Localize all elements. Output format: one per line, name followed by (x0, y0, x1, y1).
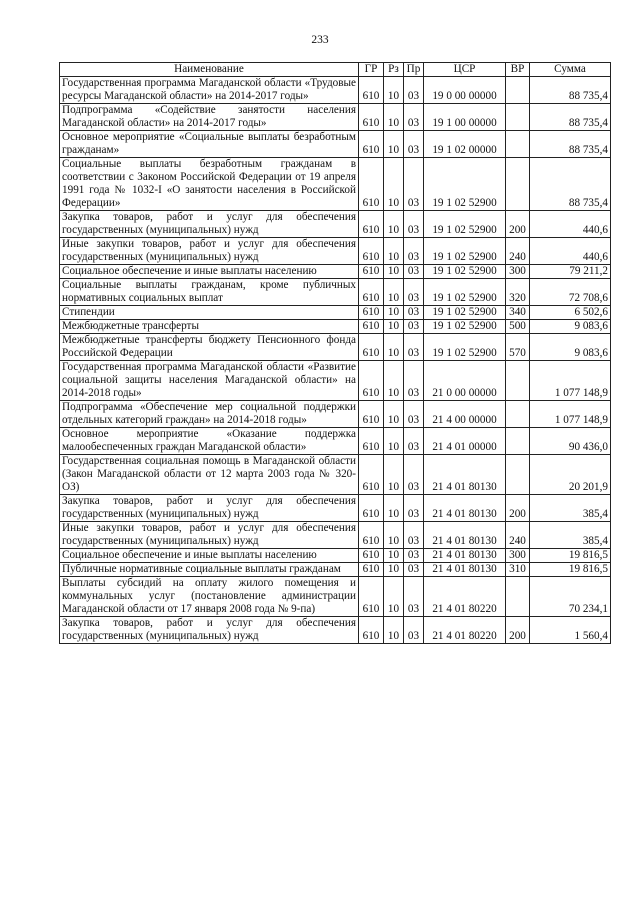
cell-sum: 9 083,6 (530, 320, 611, 334)
table-row (60, 104, 611, 131)
cell-pr: 03 (404, 77, 424, 104)
cell-pr: 03 (404, 563, 424, 577)
cell-gr: 610 (359, 306, 384, 320)
table-row (60, 401, 611, 428)
cell-rz: 10 (384, 306, 404, 320)
cell-pr: 03 (404, 361, 424, 401)
header-gr: ГР (359, 63, 384, 77)
cell-pr: 03 (404, 401, 424, 428)
cell-gr: 610 (359, 401, 384, 428)
cell-vr (506, 104, 530, 131)
cell-sum: 440,6 (530, 238, 611, 265)
cell-sum: 385,4 (530, 495, 611, 522)
cell-gr: 610 (359, 131, 384, 158)
cell-pr: 03 (404, 158, 424, 211)
cell-name: Иные закупки товаров, работ и услуг для обеспечения государственных (муниципальных) нужд (60, 522, 359, 549)
cell-rz: 10 (384, 361, 404, 401)
cell-rz: 10 (384, 77, 404, 104)
cell-csr: 19 1 02 52900 (424, 320, 506, 334)
table-row (60, 563, 611, 577)
cell-pr: 03 (404, 306, 424, 320)
cell-vr: 240 (506, 238, 530, 265)
cell-rz: 10 (384, 320, 404, 334)
cell-gr: 610 (359, 334, 384, 361)
cell-name: Государственная программа Магаданской области «Трудовые ресурсы Магаданской области» на 2014-2017 годы» (60, 77, 359, 104)
cell-rz: 10 (384, 428, 404, 455)
cell-name: Основное мероприятие «Социальные выплаты безработным гражданам» (60, 131, 359, 158)
cell-rz: 10 (384, 334, 404, 361)
cell-gr: 610 (359, 265, 384, 279)
cell-gr: 610 (359, 495, 384, 522)
cell-gr: 610 (359, 238, 384, 265)
cell-gr: 610 (359, 320, 384, 334)
cell-sum: 19 816,5 (530, 563, 611, 577)
cell-gr: 610 (359, 279, 384, 306)
cell-name: Основное мероприятие «Оказание поддержка малообеспеченных граждан Магаданской области» (60, 428, 359, 455)
cell-rz: 10 (384, 211, 404, 238)
cell-pr: 03 (404, 265, 424, 279)
cell-csr: 19 1 02 52900 (424, 279, 506, 306)
cell-gr: 610 (359, 104, 384, 131)
table-row (60, 495, 611, 522)
cell-gr: 610 (359, 77, 384, 104)
cell-vr: 320 (506, 279, 530, 306)
cell-rz: 10 (384, 279, 404, 306)
cell-name: Социальное обеспечение и иные выплаты населению (60, 265, 359, 279)
cell-csr: 21 4 01 80220 (424, 577, 506, 617)
cell-rz: 10 (384, 549, 404, 563)
cell-sum: 88 735,4 (530, 158, 611, 211)
table-row (60, 617, 611, 644)
cell-vr: 200 (506, 495, 530, 522)
cell-vr (506, 455, 530, 495)
budget-table (59, 62, 611, 644)
cell-csr: 19 1 02 52900 (424, 238, 506, 265)
cell-name: Межбюджетные трансферты (60, 320, 359, 334)
cell-name: Социальные выплаты гражданам, кроме публичных нормативных социальных выплат (60, 279, 359, 306)
cell-name: Выплаты субсидий на оплату жилого помещения и коммунальных услуг (постановление администрации Магаданской области от 17 января 2008 года № 9-па) (60, 577, 359, 617)
cell-gr: 610 (359, 428, 384, 455)
cell-csr: 19 1 02 52900 (424, 334, 506, 361)
cell-rz: 10 (384, 455, 404, 495)
cell-sum: 79 211,2 (530, 265, 611, 279)
cell-vr: 340 (506, 306, 530, 320)
table-row (60, 158, 611, 211)
cell-gr: 610 (359, 617, 384, 644)
cell-csr: 21 4 01 80130 (424, 455, 506, 495)
table-row (60, 334, 611, 361)
cell-vr: 300 (506, 549, 530, 563)
header-pr: Пр (404, 63, 424, 77)
cell-sum: 9 083,6 (530, 334, 611, 361)
cell-csr: 19 1 02 52900 (424, 306, 506, 320)
table-row (60, 211, 611, 238)
cell-pr: 03 (404, 495, 424, 522)
cell-pr: 03 (404, 131, 424, 158)
cell-vr (506, 131, 530, 158)
cell-vr: 300 (506, 265, 530, 279)
cell-vr: 500 (506, 320, 530, 334)
cell-pr: 03 (404, 238, 424, 265)
header-sum: Сумма (530, 63, 611, 77)
cell-pr: 03 (404, 455, 424, 495)
cell-rz: 10 (384, 131, 404, 158)
cell-vr: 200 (506, 617, 530, 644)
cell-gr: 610 (359, 563, 384, 577)
cell-sum: 440,6 (530, 211, 611, 238)
cell-gr: 610 (359, 211, 384, 238)
cell-name: Закупка товаров, работ и услуг для обеспечения государственных (муниципальных) нужд (60, 211, 359, 238)
header-vr: ВР (506, 63, 530, 77)
cell-vr (506, 361, 530, 401)
cell-gr: 610 (359, 158, 384, 211)
cell-csr: 21 4 01 80130 (424, 495, 506, 522)
cell-name: Подпрограмма «Обеспечение мер социальной поддержки отдельных категорий граждан» на 2014-2018 годы» (60, 401, 359, 428)
cell-name: Иные закупки товаров, работ и услуг для обеспечения государственных (муниципальных) нужд (60, 238, 359, 265)
cell-rz: 10 (384, 617, 404, 644)
cell-csr: 21 4 01 80130 (424, 522, 506, 549)
cell-pr: 03 (404, 617, 424, 644)
table-row (60, 577, 611, 617)
cell-pr: 03 (404, 577, 424, 617)
cell-vr: 240 (506, 522, 530, 549)
cell-pr: 03 (404, 211, 424, 238)
cell-sum: 385,4 (530, 522, 611, 549)
cell-pr: 03 (404, 279, 424, 306)
page-number: 233 (311, 34, 329, 46)
cell-csr: 19 1 02 52900 (424, 265, 506, 279)
cell-gr: 610 (359, 361, 384, 401)
cell-csr: 19 1 00 00000 (424, 104, 506, 131)
cell-pr: 03 (404, 549, 424, 563)
table-row (60, 265, 611, 279)
cell-name: Стипендии (60, 306, 359, 320)
table-header-row (60, 63, 611, 77)
cell-vr (506, 158, 530, 211)
header-csr: ЦСР (424, 63, 506, 77)
cell-csr: 21 4 00 00000 (424, 401, 506, 428)
cell-name: Закупка товаров, работ и услуг для обеспечения государственных (муниципальных) нужд (60, 617, 359, 644)
table-row (60, 361, 611, 401)
cell-name: Социальное обеспечение и иные выплаты населению (60, 549, 359, 563)
header-name: Наименование (60, 63, 359, 77)
cell-rz: 10 (384, 495, 404, 522)
cell-sum: 1 077 148,9 (530, 361, 611, 401)
cell-csr: 21 4 01 80130 (424, 563, 506, 577)
cell-gr: 610 (359, 549, 384, 563)
cell-csr: 21 4 01 00000 (424, 428, 506, 455)
cell-sum: 1 077 148,9 (530, 401, 611, 428)
table-row (60, 455, 611, 495)
cell-sum: 1 560,4 (530, 617, 611, 644)
cell-csr: 19 1 02 00000 (424, 131, 506, 158)
cell-name: Социальные выплаты безработным гражданам в соответствии с Законом Российской Федерации от 19 апреля 1991 года № 1032-I «О занятости населения в Российской Федерации» (60, 158, 359, 211)
table-row (60, 279, 611, 306)
header-rz: Рз (384, 63, 404, 77)
table-row (60, 549, 611, 563)
cell-csr: 19 1 02 52900 (424, 211, 506, 238)
cell-name: Государственная программа Магаданской области «Развитие социальной защиты населения Магаданской области» на 2014-2018 годы» (60, 361, 359, 401)
cell-vr (506, 577, 530, 617)
cell-sum: 90 436,0 (530, 428, 611, 455)
cell-sum: 19 816,5 (530, 549, 611, 563)
cell-vr: 570 (506, 334, 530, 361)
cell-csr: 19 1 02 52900 (424, 158, 506, 211)
cell-pr: 03 (404, 104, 424, 131)
cell-pr: 03 (404, 428, 424, 455)
cell-name: Подпрограмма «Содействие занятости населения Магаданской области» на 2014-2017 годы» (60, 104, 359, 131)
cell-name: Публичные нормативные социальные выплаты гражданам (60, 563, 359, 577)
cell-csr: 21 4 01 80220 (424, 617, 506, 644)
cell-sum: 70 234,1 (530, 577, 611, 617)
cell-gr: 610 (359, 455, 384, 495)
cell-sum: 88 735,4 (530, 77, 611, 104)
cell-vr: 200 (506, 211, 530, 238)
table-row (60, 320, 611, 334)
cell-name: Закупка товаров, работ и услуг для обеспечения государственных (муниципальных) нужд (60, 495, 359, 522)
table-row (60, 131, 611, 158)
cell-csr: 21 4 01 80130 (424, 549, 506, 563)
cell-sum: 72 708,6 (530, 279, 611, 306)
cell-rz: 10 (384, 401, 404, 428)
cell-name: Государственная социальная помощь в Магаданской области (Закон Магаданской области от 12 марта 2003 года № 320-ОЗ) (60, 455, 359, 495)
cell-gr: 610 (359, 522, 384, 549)
cell-name: Межбюджетные трансферты бюджету Пенсионного фонда Российской Федерации (60, 334, 359, 361)
cell-sum: 88 735,4 (530, 131, 611, 158)
table-row (60, 77, 611, 104)
table-body (60, 77, 611, 644)
cell-pr: 03 (404, 522, 424, 549)
cell-pr: 03 (404, 320, 424, 334)
cell-vr (506, 77, 530, 104)
cell-csr: 21 0 00 00000 (424, 361, 506, 401)
cell-rz: 10 (384, 522, 404, 549)
cell-sum: 20 201,9 (530, 455, 611, 495)
cell-rz: 10 (384, 104, 404, 131)
cell-rz: 10 (384, 265, 404, 279)
table-row (60, 522, 611, 549)
cell-pr: 03 (404, 334, 424, 361)
cell-sum: 88 735,4 (530, 104, 611, 131)
cell-vr: 310 (506, 563, 530, 577)
cell-vr (506, 428, 530, 455)
cell-vr (506, 401, 530, 428)
cell-sum: 6 502,6 (530, 306, 611, 320)
cell-rz: 10 (384, 238, 404, 265)
cell-gr: 610 (359, 577, 384, 617)
cell-rz: 10 (384, 577, 404, 617)
cell-csr: 19 0 00 00000 (424, 77, 506, 104)
table-row (60, 428, 611, 455)
cell-rz: 10 (384, 563, 404, 577)
cell-rz: 10 (384, 158, 404, 211)
table-row (60, 306, 611, 320)
table-row (60, 238, 611, 265)
